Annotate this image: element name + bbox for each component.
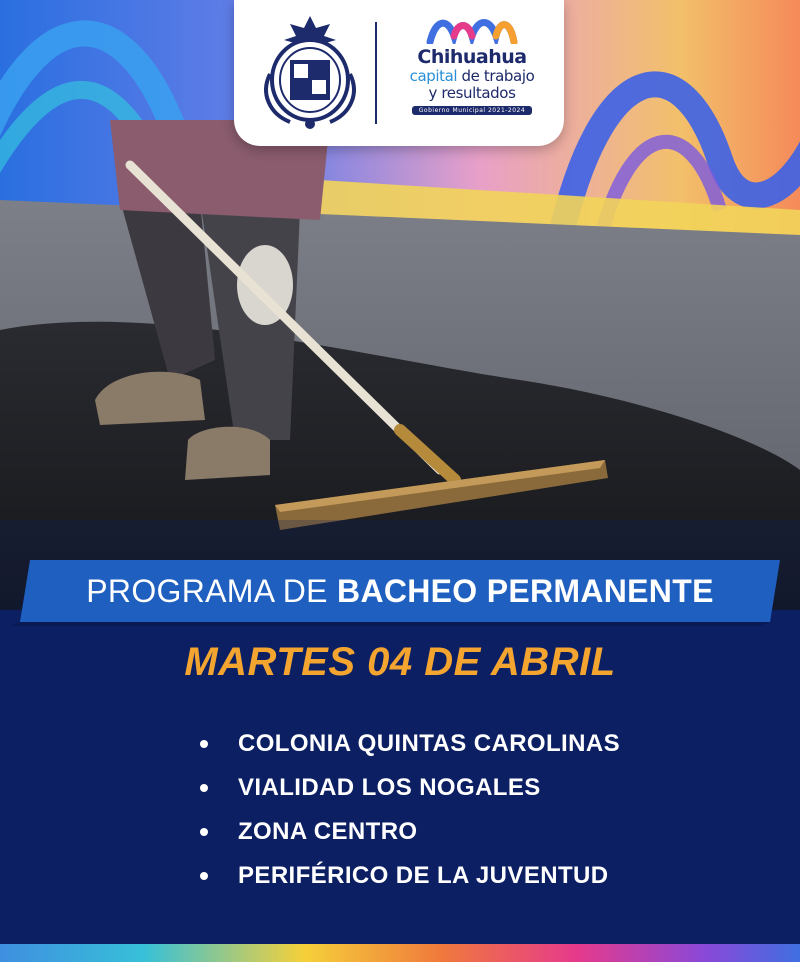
chihuahua-wave-icon bbox=[426, 14, 518, 44]
location-label: COLONIA QUINTAS CAROLINAS bbox=[238, 730, 620, 757]
footer-base bbox=[0, 930, 800, 944]
list-item bbox=[196, 854, 620, 898]
program-title bbox=[0, 560, 800, 622]
brand-slogan-line2: y resultados bbox=[428, 84, 516, 102]
schedule-date: MARTES 04 DE ABRIL bbox=[184, 640, 616, 684]
locations-list bbox=[196, 722, 620, 898]
bullet-icon bbox=[200, 784, 208, 792]
bullet-icon bbox=[200, 872, 208, 880]
bullet-icon bbox=[200, 740, 208, 748]
brand-slogan-accent: capital bbox=[409, 67, 458, 85]
brand-block bbox=[392, 14, 552, 115]
list-item bbox=[196, 766, 620, 810]
list-item bbox=[196, 810, 620, 854]
logo-card bbox=[234, 0, 564, 146]
program-banner bbox=[0, 560, 800, 626]
coat-of-arms-icon bbox=[260, 14, 360, 132]
location-label: VIALIDAD LOS NOGALES bbox=[238, 774, 541, 801]
program-title-prefix: PROGRAMA DE bbox=[86, 573, 338, 609]
brand-slogan-line1 bbox=[392, 68, 552, 85]
brand-title: Chihuahua bbox=[417, 46, 527, 68]
location-label: PERIFÉRICO DE LA JUVENTUD bbox=[238, 862, 609, 889]
list-item bbox=[196, 722, 620, 766]
brand-slogan-rest: de trabajo bbox=[457, 67, 535, 85]
program-title-emphasis: BACHEO PERMANENTE bbox=[337, 573, 714, 609]
bullet-icon bbox=[200, 828, 208, 836]
logo-divider bbox=[375, 22, 377, 124]
rainbow-footer-stripe bbox=[0, 944, 800, 962]
location-label: ZONA CENTRO bbox=[238, 818, 418, 845]
brand-subline: Gobierno Municipal 2021-2024 bbox=[412, 106, 532, 115]
